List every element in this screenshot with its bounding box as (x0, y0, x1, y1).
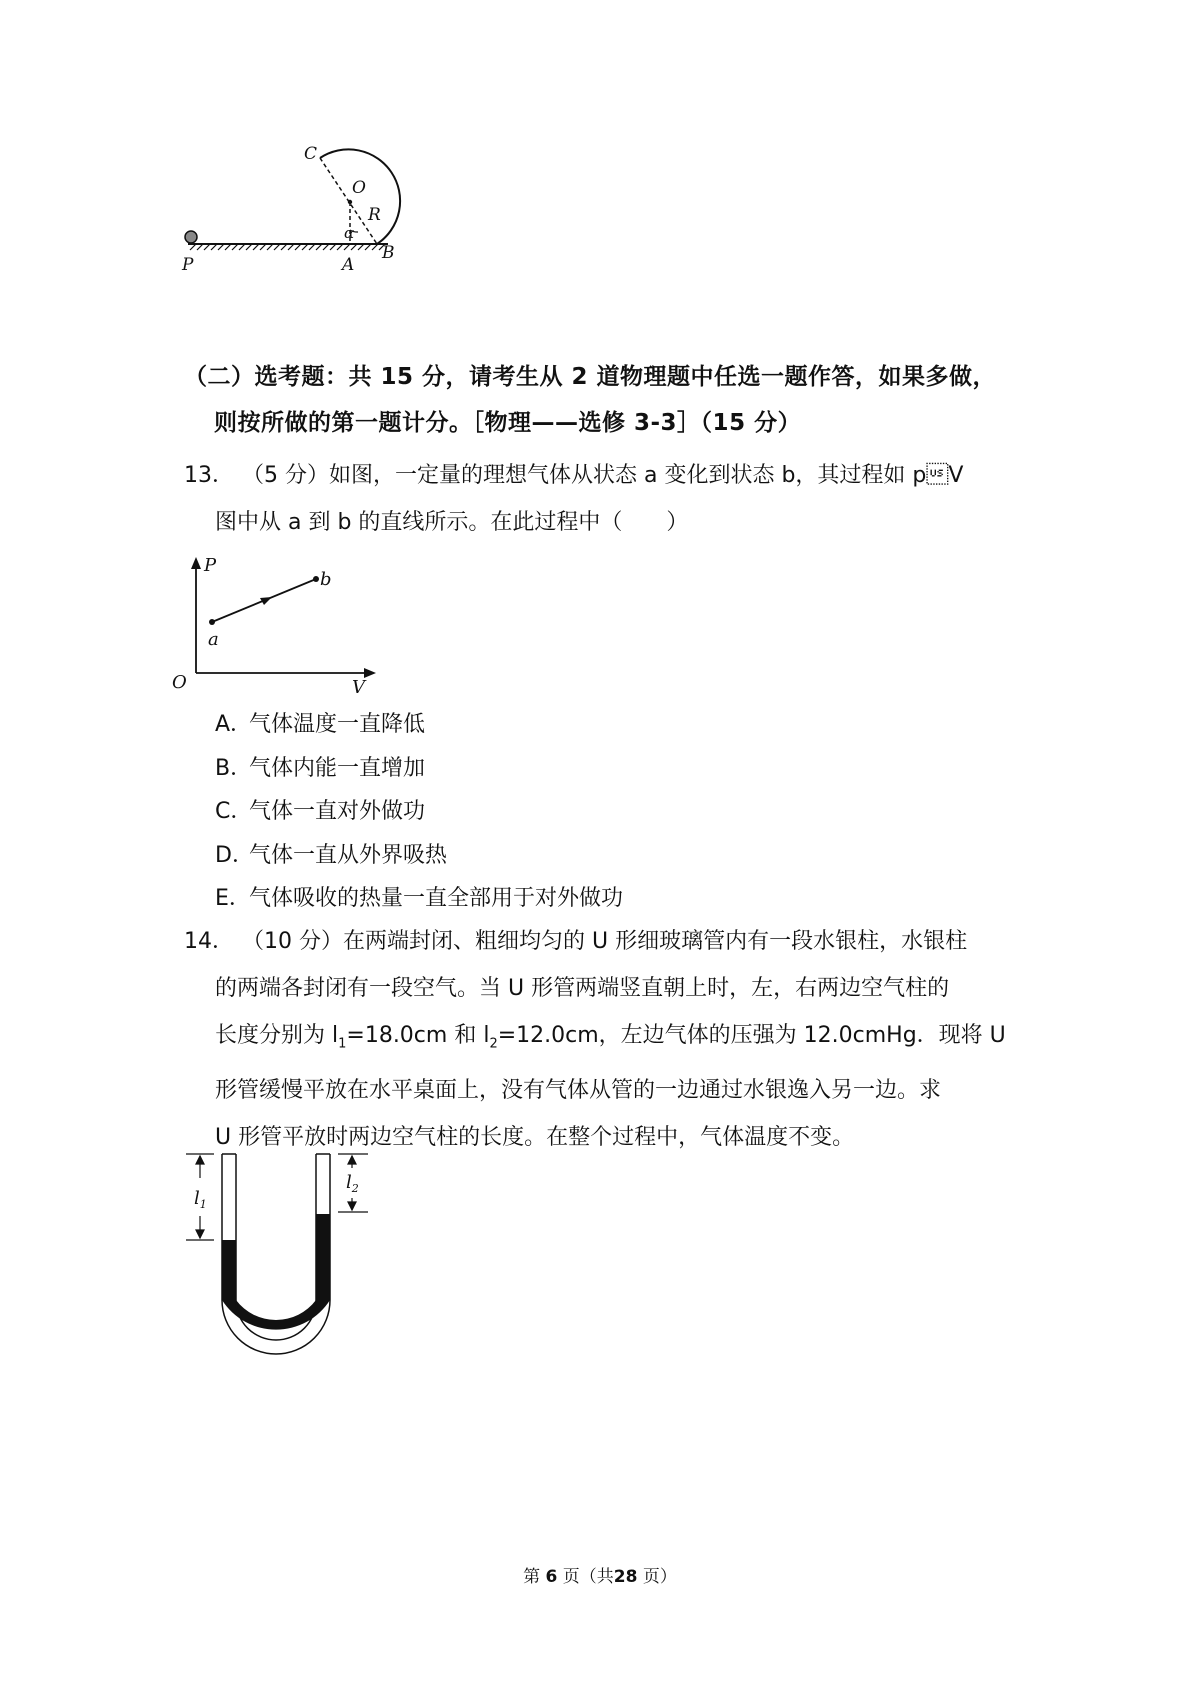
point-b (313, 576, 319, 582)
option-label: C． (215, 799, 253, 824)
point-b-label: b (320, 569, 332, 590)
question-text-line3 (184, 1012, 1030, 1067)
section-header-line2: 则按所做的第一题计分。［物理——选修 3-3］（15 分） (214, 410, 802, 436)
option-c (215, 797, 425, 827)
label-R: R (368, 205, 381, 225)
label-A: A (342, 255, 355, 275)
option-text: 气体内能一直增加 (249, 756, 426, 781)
l1-dimension (186, 1154, 214, 1240)
pv-graph (172, 555, 380, 705)
question-text-line2: 的两端各封闭有一段空气。当 U 形管两端竖直朝上时，左，右两边空气柱的 (215, 976, 950, 1001)
point-a (209, 619, 215, 625)
option-d (215, 841, 447, 871)
question-text-line5: U 形管平放时两边空气柱的长度。在整个过程中，气体温度不变。 (215, 1125, 855, 1151)
footer-text: 第 (523, 1567, 541, 1587)
x-axis-label: V (352, 677, 365, 698)
point-a-label: a (208, 629, 219, 650)
option-text: 气体一直从外界吸热 (249, 843, 448, 868)
option-b (215, 754, 425, 784)
question-number: 14． (184, 929, 234, 954)
subscript: 2 (489, 1036, 498, 1052)
question-14 (184, 918, 1030, 1161)
question-13 (184, 452, 1030, 546)
label-O: O (352, 178, 366, 198)
process-arrow (260, 597, 272, 605)
option-label: D． (215, 843, 254, 868)
track-loop-figure (180, 144, 450, 300)
label-C: C (304, 144, 318, 164)
option-label: A． (215, 712, 253, 737)
page-number: 6 (545, 1567, 558, 1587)
label-alpha: α (344, 224, 355, 242)
y-axis-arrow (191, 557, 201, 569)
l2-label: $l_2$ (346, 1172, 359, 1195)
page-footer (0, 1562, 1200, 1587)
footer-text: 页） (642, 1567, 677, 1587)
footer-text: 页（共 (562, 1567, 614, 1587)
total-pages: 28 (613, 1567, 638, 1587)
question-text-line1: （5 分）如图，一定量的理想气体从状态 a 变化到状态 b，其过程如 p V (242, 463, 964, 488)
text-part: 长度分别为 l (215, 1023, 339, 1048)
label-P: P (182, 255, 194, 275)
u-tube-figure (180, 1150, 400, 1360)
section-header-line1: （二）选考题：共 15 分，请考生从 2 道物理题中任选一题作答，如果多做， (184, 364, 997, 390)
option-a (215, 710, 425, 740)
question-text-line1: （10 分）在两端封闭、粗细均匀的 U 形细玻璃管内有一段水银柱，水银柱 (242, 929, 968, 954)
l1-label: $l_1$ (194, 1188, 207, 1211)
text-part: =18.0cm 和 l (346, 1023, 490, 1048)
subscript: 1 (338, 1036, 347, 1052)
x-axis-arrow (364, 668, 376, 678)
question-text-line2: 图中从 a 到 b 的直线所示。在此过程中（ ） (215, 510, 689, 535)
question-text-line4: 形管缓慢平放在水平桌面上，没有气体从管的一边通过水银逸入另一边。求 (215, 1078, 942, 1104)
origin-label: O (172, 672, 187, 693)
question-number: 13． (184, 463, 234, 488)
section-header (184, 354, 1044, 446)
option-e (215, 884, 623, 914)
option-text: 气体一直对外做功 (249, 799, 426, 824)
option-text: 气体吸收的热量一直全部用于对外做功 (249, 886, 624, 911)
center-point (348, 200, 352, 204)
ball (185, 231, 197, 243)
text-part: =12.0cm，左边气体的压强为 12.0cmHg．现将 U (497, 1023, 1006, 1048)
option-label: B． (215, 756, 253, 781)
option-text: 气体温度一直降低 (249, 712, 426, 737)
label-B: B (382, 243, 395, 263)
option-label: E． (215, 886, 251, 911)
y-axis-label: P (204, 555, 217, 576)
